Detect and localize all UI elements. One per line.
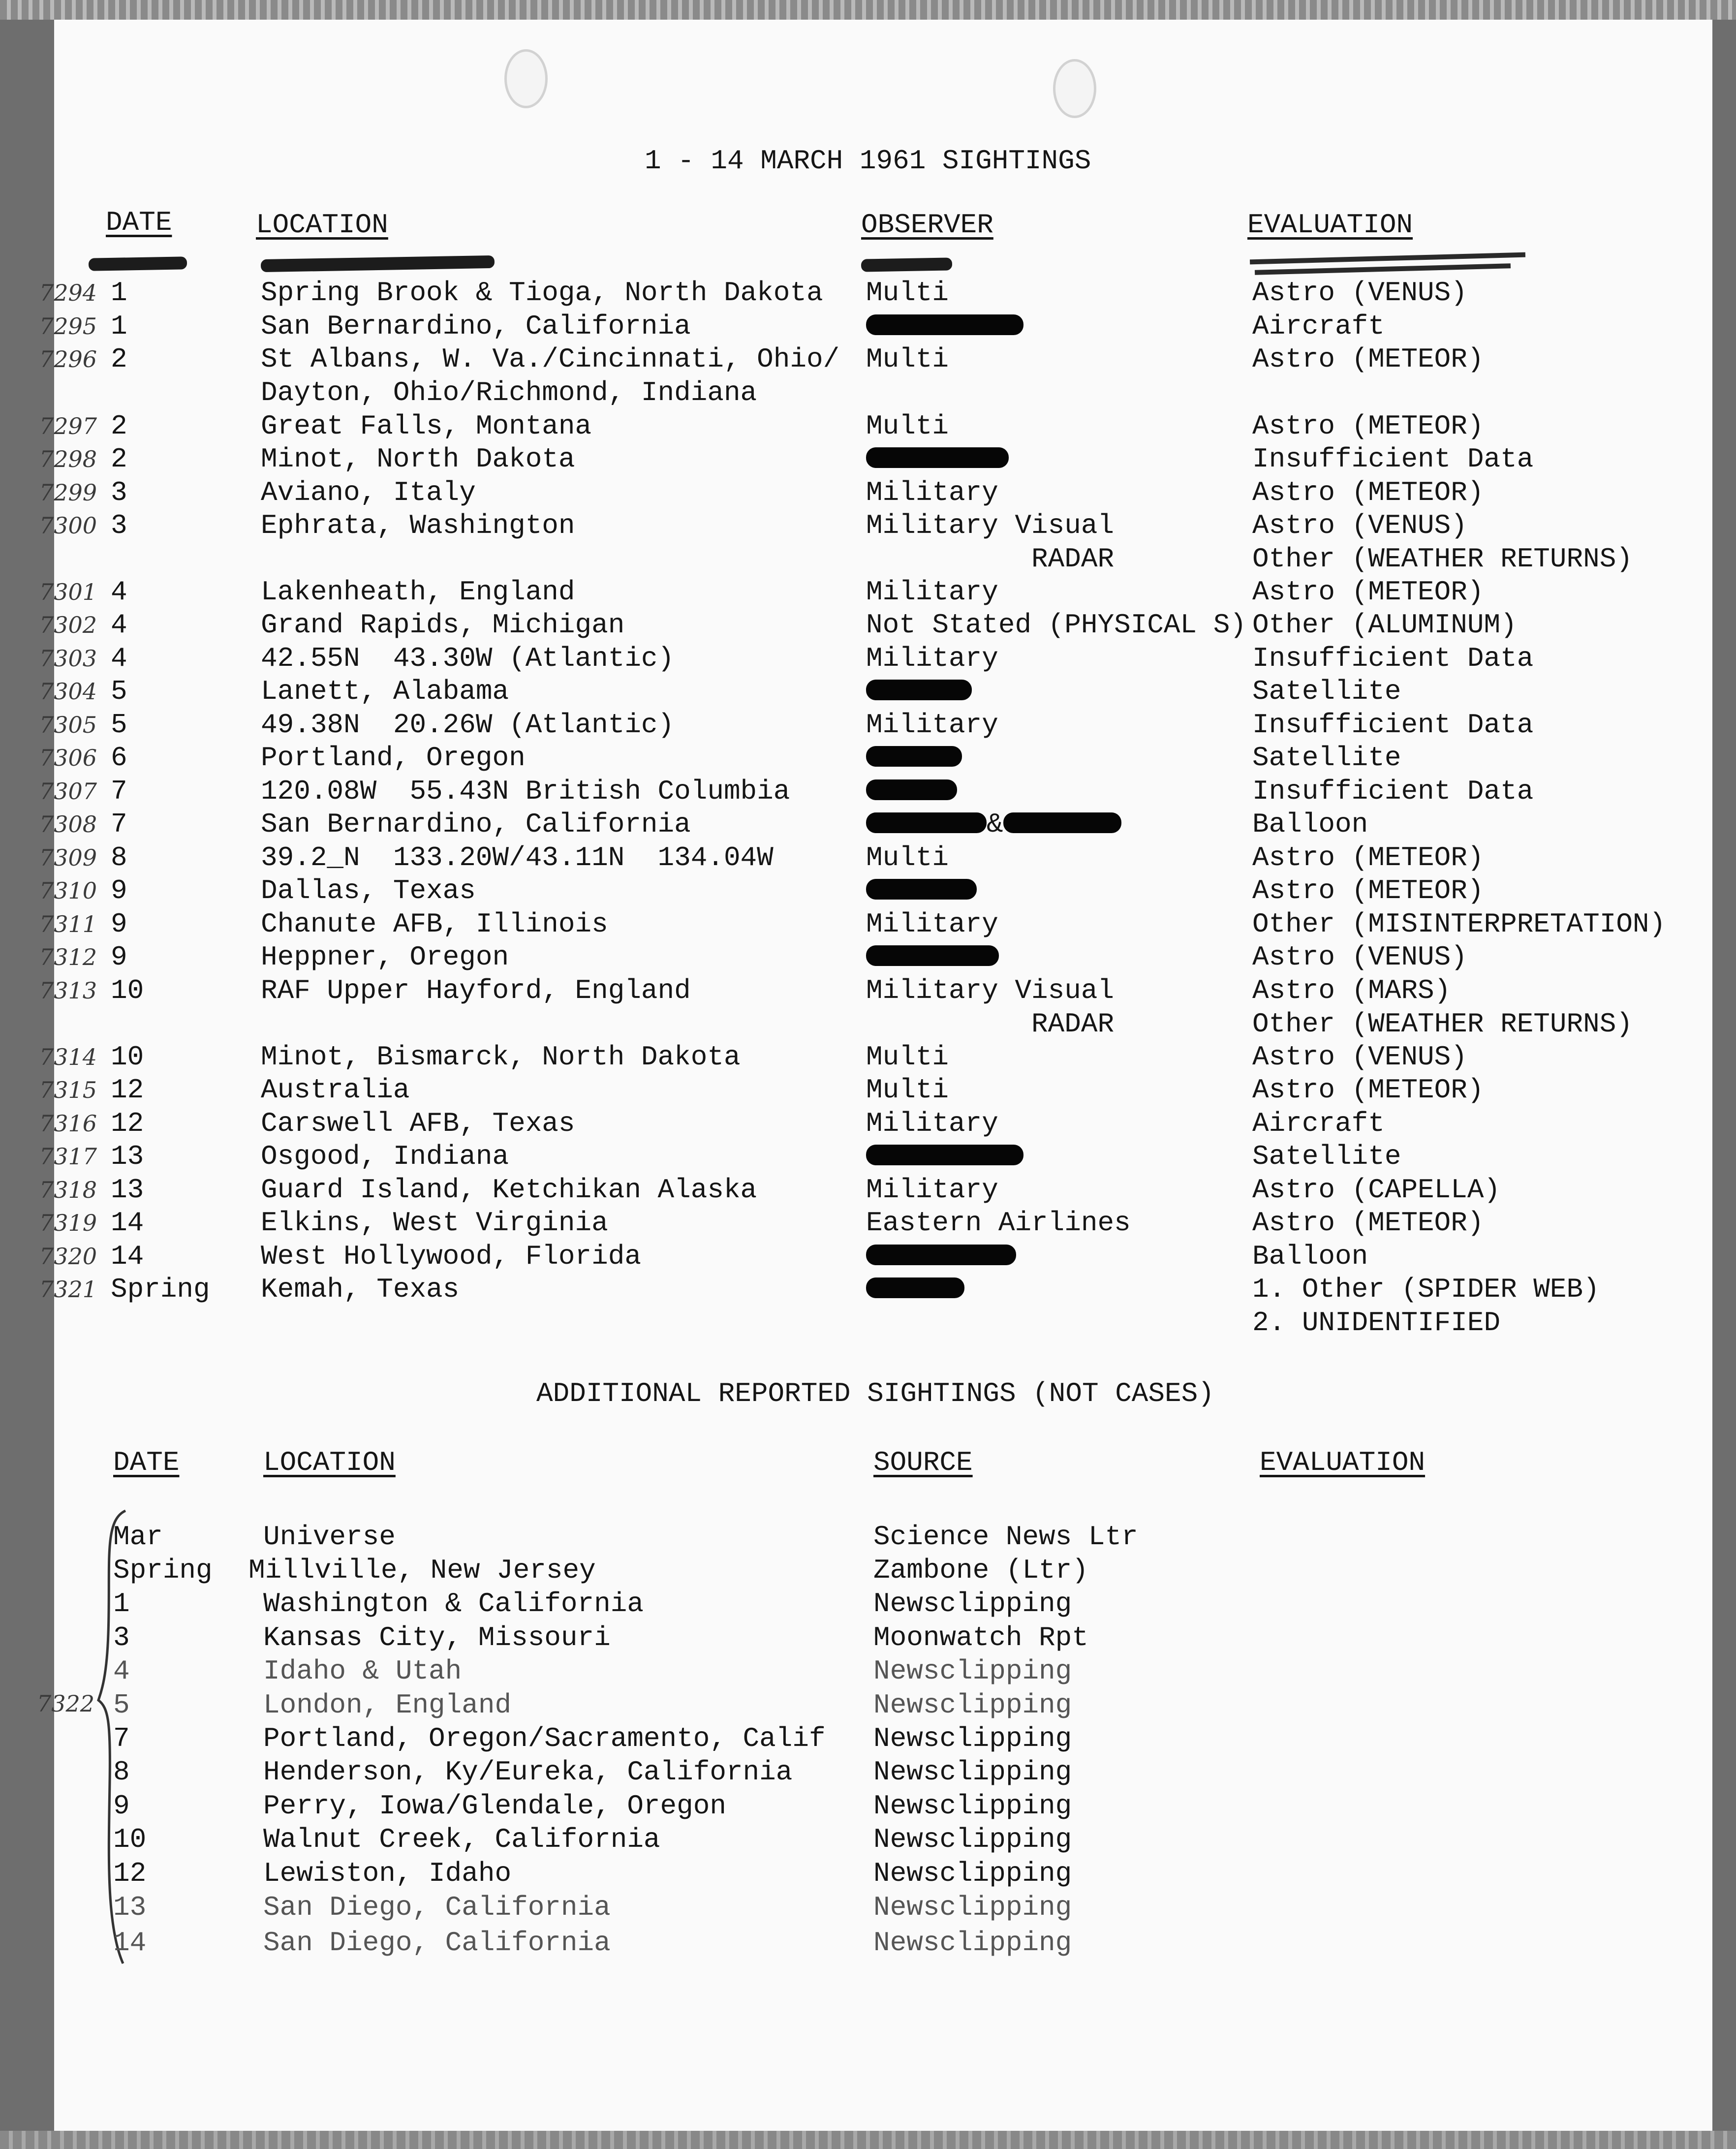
additional-location: Lewiston, Idaho [263, 1858, 512, 1889]
case-number: 7302 [39, 612, 97, 638]
case-location: Minot, North Dakota [261, 443, 575, 475]
case-location: St Albans, W. Va./Cincinnati, Ohio/ Dayton, Ohio/Richmond, Indiana [261, 343, 840, 408]
additional-row [54, 1927, 1712, 1960]
additional-source: Moonwatch Rpt [873, 1622, 1088, 1653]
case-date: Spring [111, 1274, 210, 1305]
case-number: 7312 [39, 944, 97, 970]
struck-out-text [89, 256, 187, 271]
struck-out-text [261, 255, 495, 272]
case-number: 7306 [39, 745, 97, 771]
case-evaluation: Astro (METEOR) [1252, 842, 1484, 873]
additional-source: Newsclipping [873, 1892, 1072, 1923]
additional-date: 10 [113, 1824, 147, 1855]
additional-location: Washington & California [263, 1588, 644, 1620]
case-number: 7309 [39, 844, 97, 871]
case-number: 7303 [39, 645, 97, 672]
case-evaluation: Astro (METEOR) [1252, 1207, 1484, 1239]
case-observer [866, 742, 962, 775]
case-number: 7301 [39, 579, 97, 605]
additional-source: Newsclipping [873, 1723, 1072, 1754]
case-date: 13 [111, 1141, 144, 1172]
case-observer [866, 1273, 964, 1307]
case-observer [866, 1240, 1016, 1274]
case-number: 7297 [39, 413, 97, 439]
additional-location: Kansas City, Missouri [263, 1622, 611, 1653]
scan-edge-top [0, 0, 1736, 20]
case-date: 9 [111, 875, 127, 906]
case-evaluation: Balloon [1252, 809, 1368, 840]
case-evaluation: Satellite [1252, 1141, 1401, 1172]
case-evaluation: Satellite [1252, 742, 1401, 774]
case-number: 7322 [37, 1690, 95, 1717]
case-number: 7310 [39, 877, 97, 904]
case-evaluation: Other (ALUMINUM) [1252, 609, 1517, 641]
additional-row [54, 1588, 1712, 1621]
redaction-mark [866, 945, 999, 966]
case-location: Guard Island, Ketchikan Alaska [261, 1174, 757, 1206]
case-observer: Military [866, 1108, 998, 1139]
case-evaluation: Insufficient Data [1252, 776, 1534, 807]
additional-header-source: SOURCE [873, 1447, 973, 1478]
additional-date: Spring [113, 1555, 213, 1586]
case-evaluation: Aircraft [1252, 1108, 1385, 1139]
additional-location: Walnut Creek, California [263, 1824, 660, 1855]
case-number: 7294 [39, 280, 97, 306]
additional-header-date: DATE [113, 1447, 180, 1478]
case-date: 4 [111, 576, 127, 608]
redaction-mark [1003, 812, 1121, 833]
additional-row [54, 1554, 1712, 1588]
additional-row [54, 1722, 1712, 1756]
case-location: Carswell AFB, Texas [261, 1108, 575, 1139]
observer-ampersand: & [987, 809, 1003, 840]
case-evaluation: Astro (METEOR) [1252, 1074, 1484, 1106]
case-number: 7318 [39, 1177, 97, 1203]
redaction-mark [866, 1245, 1016, 1265]
case-observer: Multi [866, 1041, 949, 1073]
case-location: Australia [261, 1074, 410, 1106]
case-location: 49.38N 20.26W (Atlantic) [261, 709, 675, 741]
page-title: 1 - 14 MARCH 1961 SIGHTINGS [645, 145, 1091, 177]
additional-date: 12 [113, 1858, 147, 1889]
case-date: 5 [111, 676, 127, 707]
additional-source: Newsclipping [873, 1858, 1072, 1889]
case-observer: Not Stated (PHYSICAL S) [866, 609, 1246, 641]
additional-source: Newsclipping [873, 1588, 1072, 1620]
case-date: 1 [111, 311, 127, 342]
redaction-mark [866, 746, 962, 767]
case-date: 14 [111, 1241, 144, 1272]
case-location: Grand Rapids, Michigan [261, 609, 625, 641]
case-number: 7321 [39, 1276, 97, 1303]
additional-header-location: LOCATION [263, 1447, 396, 1478]
additional-location: Idaho & Utah [263, 1655, 462, 1687]
case-number: 7304 [39, 678, 97, 705]
additional-date: 9 [113, 1790, 130, 1822]
additional-row [54, 1521, 1712, 1554]
case-row [39, 343, 1712, 409]
case-observer: Multi [866, 410, 949, 442]
additional-location: Portland, Oregon/Sacramento, Calif [263, 1723, 826, 1754]
redaction-mark [866, 314, 1023, 335]
additional-date: Mar [113, 1521, 163, 1553]
header-location: LOCATION [256, 209, 388, 241]
case-observer [866, 675, 972, 709]
additional-row [54, 1891, 1712, 1925]
case-observer: Military [866, 1174, 998, 1206]
case-evaluation: Astro (VENUS) [1252, 1041, 1467, 1073]
case-location: Great Falls, Montana [261, 410, 592, 442]
case-date: 2 [111, 443, 127, 475]
header-observer: OBSERVER [861, 209, 993, 241]
redaction-mark [866, 879, 977, 900]
case-observer: Military Visual RADAR [866, 975, 1115, 1040]
case-location: Osgood, Indiana [261, 1141, 509, 1172]
case-number: 7320 [39, 1243, 97, 1270]
redaction-mark [866, 779, 957, 800]
scan-edge-bottom [0, 2131, 1736, 2149]
header-date: DATE [106, 207, 172, 238]
case-evaluation: Insufficient Data [1252, 643, 1534, 674]
case-date: 2 [111, 410, 127, 442]
punch-hole [504, 49, 548, 108]
case-row [39, 1273, 1712, 1339]
redaction-mark [866, 812, 987, 833]
case-date: 6 [111, 742, 127, 774]
case-location: Heppner, Oregon [261, 941, 509, 973]
additional-location: London, England [263, 1689, 512, 1721]
case-observer [866, 775, 957, 809]
case-observer: Military [866, 576, 998, 608]
case-date: 7 [111, 776, 127, 807]
case-location: 39.2_N 133.20W/43.11N 134.04W [261, 842, 774, 873]
additional-source: Newsclipping [873, 1927, 1072, 1959]
case-location: San Bernardino, California [261, 809, 691, 840]
additional-source: Zambone (Ltr) [873, 1555, 1088, 1586]
case-evaluation: Astro (VENUS) [1252, 941, 1467, 973]
case-evaluation: Other (MISINTERPRETATION) [1252, 908, 1666, 940]
case-date: 7 [111, 809, 127, 840]
case-evaluation: Insufficient Data [1252, 709, 1534, 741]
case-row [39, 509, 1712, 576]
additional-row [54, 1756, 1712, 1789]
additional-source: Newsclipping [873, 1655, 1072, 1687]
case-number: 7295 [39, 313, 97, 340]
case-observer: Military Visual RADAR [866, 510, 1115, 575]
case-location: Kemah, Texas [261, 1274, 460, 1305]
case-evaluation: Astro (METEOR) [1252, 343, 1484, 375]
case-date: 9 [111, 908, 127, 940]
additional-location: Henderson, Ky/Eureka, California [263, 1756, 793, 1788]
case-evaluation: Aircraft [1252, 311, 1385, 342]
case-observer: Multi [866, 343, 949, 375]
redaction-mark [866, 447, 1009, 468]
additional-row [54, 1621, 1712, 1655]
case-date: 1 [111, 277, 127, 309]
additional-date: 4 [113, 1655, 130, 1687]
punch-hole [1053, 59, 1096, 118]
case-evaluation: Astro (METEOR) [1252, 576, 1484, 608]
case-number: 7298 [39, 446, 97, 472]
additional-source: Newsclipping [873, 1824, 1072, 1855]
case-location: Spring Brook & Tioga, North Dakota [261, 277, 823, 309]
case-date: 12 [111, 1074, 144, 1106]
additional-row [54, 1689, 1712, 1722]
case-evaluation: Balloon [1252, 1241, 1368, 1272]
additional-date: 7 [113, 1723, 130, 1754]
additional-section-title: ADDITIONAL REPORTED SIGHTINGS (NOT CASES) [536, 1378, 1214, 1409]
additional-row [54, 1655, 1712, 1688]
case-location: Aviano, Italy [261, 477, 476, 508]
additional-date: 13 [113, 1892, 147, 1923]
case-evaluation: Insufficient Data [1252, 443, 1534, 475]
redaction-mark [866, 1145, 1023, 1165]
case-number: 7317 [39, 1143, 97, 1170]
additional-date: 3 [113, 1622, 130, 1653]
case-observer: Military [866, 477, 998, 508]
additional-source: Newsclipping [873, 1689, 1072, 1721]
case-evaluation: Astro (METEOR) [1252, 875, 1484, 906]
case-evaluation: Astro (METEOR) [1252, 410, 1484, 442]
case-location: 120.08W 55.43N British Columbia [261, 776, 790, 807]
case-observer: Military [866, 643, 998, 674]
document-page [37, 20, 1712, 2131]
header-evaluation: EVALUATION [1247, 209, 1413, 241]
case-evaluation: Astro (MARS) Other (WEATHER RETURNS) [1252, 975, 1633, 1040]
additional-date: 8 [113, 1756, 130, 1788]
additional-row [54, 1823, 1712, 1857]
case-location: Ephrata, Washington [261, 510, 575, 541]
struck-out-text [1250, 252, 1525, 265]
case-observer [866, 808, 1121, 841]
case-observer [866, 1140, 1023, 1174]
additional-date: 5 [113, 1689, 130, 1721]
case-number: 7299 [39, 479, 97, 506]
case-date: 10 [111, 975, 144, 1006]
case-location: Elkins, West Virginia [261, 1207, 608, 1239]
additional-date: 1 [113, 1588, 130, 1620]
case-evaluation: Astro (VENUS) [1252, 277, 1467, 309]
additional-location: Perry, Iowa/Glendale, Oregon [263, 1790, 726, 1822]
case-location: Portland, Oregon [261, 742, 526, 774]
case-date: 2 [111, 343, 127, 375]
case-date: 9 [111, 941, 127, 973]
redaction-mark [866, 680, 972, 700]
additional-location: San Diego, California [263, 1892, 611, 1923]
case-observer [866, 874, 977, 908]
case-number: 7316 [39, 1110, 97, 1137]
case-row [39, 974, 1712, 1041]
additional-header-evaluation: EVALUATION [1260, 1447, 1426, 1478]
case-date: 8 [111, 842, 127, 873]
case-evaluation: 1. Other (SPIDER WEB) 2. UNIDENTIFIED [1252, 1274, 1600, 1339]
additional-source: Newsclipping [873, 1756, 1072, 1788]
case-number: 7296 [39, 346, 97, 373]
case-observer: Military [866, 908, 998, 940]
case-evaluation: Astro (CAPELLA) [1252, 1174, 1501, 1206]
case-location: San Bernardino, California [261, 311, 691, 342]
case-location: Dallas, Texas [261, 875, 476, 906]
case-observer [866, 941, 999, 974]
case-date: 4 [111, 643, 127, 674]
struck-out-text [861, 257, 952, 272]
case-observer: Military [866, 709, 998, 741]
additional-source: Newsclipping [873, 1790, 1072, 1822]
case-location: RAF Upper Hayford, England [261, 975, 691, 1006]
case-date: 5 [111, 709, 127, 741]
case-date: 10 [111, 1041, 144, 1073]
additional-row [54, 1857, 1712, 1891]
case-number: 7313 [39, 977, 97, 1004]
additional-source: Science News Ltr [873, 1521, 1138, 1553]
case-observer: Eastern Airlines [866, 1207, 1131, 1239]
case-number: 7308 [39, 811, 97, 838]
case-date: 13 [111, 1174, 144, 1206]
redaction-mark [866, 1277, 964, 1298]
case-location: Chanute AFB, Illinois [261, 908, 608, 940]
additional-location: San Diego, California [263, 1927, 611, 1959]
case-location: 42.55N 43.30W (Atlantic) [261, 643, 675, 674]
additional-location: Universe [263, 1521, 396, 1553]
case-evaluation: Astro (METEOR) [1252, 477, 1484, 508]
case-number: 7307 [39, 778, 97, 805]
case-location: Lakenheath, England [261, 576, 575, 608]
case-date: 12 [111, 1108, 144, 1139]
case-observer: Multi [866, 1074, 949, 1106]
additional-location: Millville, New Jersey [248, 1555, 596, 1586]
case-location: Lanett, Alabama [261, 676, 509, 707]
case-date: 3 [111, 510, 127, 541]
case-number: 7300 [39, 512, 97, 539]
case-number: 7305 [39, 712, 97, 738]
case-number: 7311 [39, 911, 97, 937]
case-date: 14 [111, 1207, 144, 1239]
struck-out-text [1255, 263, 1511, 275]
case-number: 7315 [39, 1077, 97, 1103]
case-evaluation: Astro (VENUS) Other (WEATHER RETURNS) [1252, 510, 1633, 575]
case-number: 7319 [39, 1210, 97, 1236]
case-date: 4 [111, 609, 127, 641]
case-location: Minot, Bismarck, North Dakota [261, 1041, 741, 1073]
additional-row [54, 1790, 1712, 1823]
case-observer [866, 443, 1009, 476]
case-date: 3 [111, 477, 127, 508]
case-observer [866, 310, 1023, 343]
case-observer: Multi [866, 842, 949, 873]
case-observer: Multi [866, 277, 949, 309]
case-location: West Hollywood, Florida [261, 1241, 641, 1272]
case-evaluation: Satellite [1252, 676, 1401, 707]
additional-date: 14 [113, 1927, 147, 1959]
case-number: 7314 [39, 1044, 97, 1070]
